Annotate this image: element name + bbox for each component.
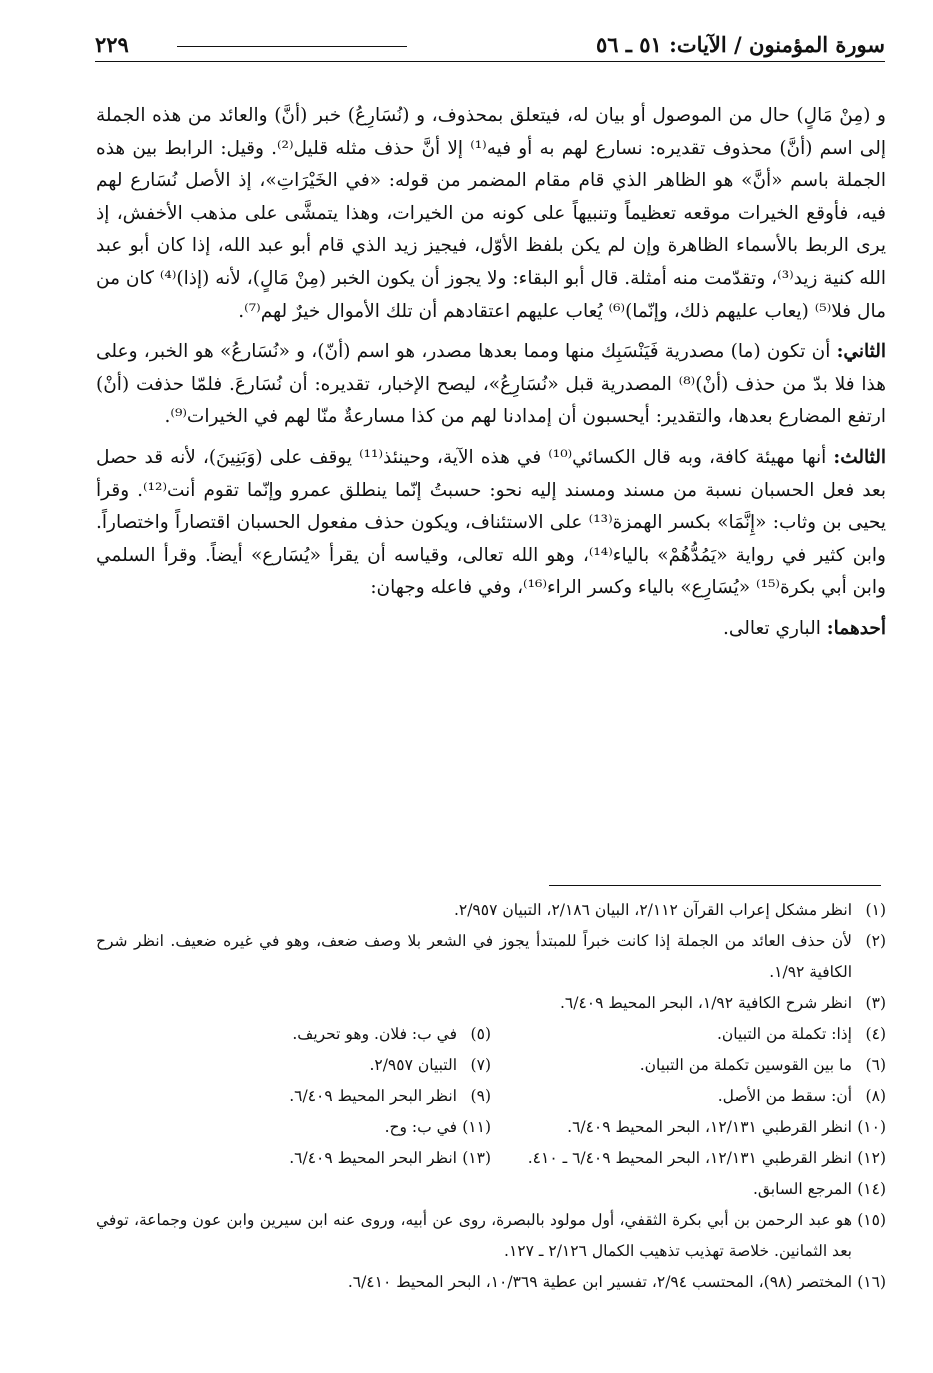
footnote-number: (١) — [865, 901, 886, 919]
footnote-number: (١٥) — [857, 1211, 886, 1229]
footnote-16 — [96, 1267, 886, 1298]
footnote-11 — [96, 1112, 491, 1143]
footnote-12 — [491, 1143, 886, 1174]
footnote-number: (٤) — [865, 1025, 886, 1043]
footnote-number: (٣) — [865, 994, 886, 1012]
paragraph-1: و (مِنْ مَالٍ) حال من الموصول أو بيان له، فيتعلق بمحذوف، و (نُسَارِعُ) خبر (أنَّ) والعائد من هذه الجملة إلى اسم (أنَّ) محذوف تقديره: نسارع لهم به أو فيه⁽¹⁾ إلا أنَّ حذف مثله قليل⁽²⁾. وقيل: الرابط بين هذه الجملة باسم «أنَّ» هو الظاهر الذي قام مقام المضمر من قوله: «في الخَيْرَاتِ»، إذ الأصل نُسَارع لهم فيه، فأوقع الخيرات موقعه تعظيماً وتنبيهاً على كونه من الخيرات، وهذا يتمشَّى على مذهب الأخفش، إذ يرى الربط بالأسماء الظاهرة وإن لم يكن بلفظ الأوّل، فيجيز زيد الذي قام أبو عبد الله، إذا كان أبو عبد الله كنية زيد⁽³⁾، وتقدّمت منه أمثلة. قال أبو البقاء: ولا يجوز أن يكون الخبر (مِنْ مَالٍ)، لأنه (إذا)⁽⁴⁾ كان من مال فلا⁽⁵⁾ (يعاب عليهم ذلك، وإنّما)⁽⁶⁾ يُعاب عليهم اعتقادهم أن تلك الأموال خيرٌ لهم⁽⁷⁾. — [96, 105, 887, 322]
paragraph-4-lead: أحدهما: — [826, 617, 886, 639]
footnote-6 — [491, 1050, 886, 1081]
footnote-8 — [491, 1081, 886, 1112]
footnote-text: المختصر (٩٨)، المحتسب ٢/٩٤، تفسير ابن عطية ١٠/٣٦٩، البحر المحيط ٦/٤١٠. — [347, 1273, 852, 1291]
footnotes — [96, 895, 886, 1298]
footnote-row — [96, 1143, 886, 1174]
footnote-number: (١١) — [462, 1118, 491, 1136]
footnote-text: هو عبد الرحمن بن أبي بكرة الثقفي، أول مولود بالبصرة، روى عن أبيه، وروى عنه ابن سيرين وابن عون وجماعة، توفي بعد الثمانين. خلاصة تهذيب تذهيب الكمال ٢/١٢٦ ـ ١٢٧. — [96, 1211, 852, 1260]
footnote-13 — [96, 1143, 491, 1174]
footnote-text: لأن حذف العائد من الجملة إذا كانت خبراً للمبتدأ يجوز في الشعر بلا وصف ضعف، وهو في غيره ضعيف. انظر شرح الكافية ١/٩٢. — [96, 932, 852, 981]
footnote-row — [96, 1112, 886, 1143]
paragraph-3-lead: الثالث: — [833, 446, 886, 468]
header-title: سورة المؤمنون / الآيات: ٥١ ـ ٥٦ — [595, 32, 885, 57]
footnote-text: المرجع السابق. — [752, 1180, 852, 1198]
footnote-5 — [96, 1019, 491, 1050]
footnote-2 — [96, 926, 886, 988]
header-dash-rule — [177, 46, 407, 47]
footnote-number: (١٠) — [857, 1118, 886, 1136]
footnote-text: انظر القرطبي ١٢/١٣١، البحر المحيط ٦/٤٠٩ ـ ٤١٠. — [527, 1149, 852, 1167]
footnote-separator — [549, 885, 881, 886]
main-text — [96, 100, 886, 646]
paragraph-3-text: أنها مهيئة كافة، وبه قال الكسائي⁽¹⁰⁾ في هذه الآية، وحينئذ⁽¹¹⁾ يوقف على (وَبَنِينَ)، لأنه قد حصل بعد فعل الحسبان نسبة من مسند ومسند إليه نحو: حسبتُ إنّما ينطلق عمرو وإنّما تقوم أنت⁽¹²⁾. وقرأ يحيى بن وثاب: «إِنَّمَا» بكسر الهمزة⁽¹³⁾ على الاستئناف، ويكون حذف مفعول الحسبان اقتصاراً واختصاراً. وابن كثير في رواية «يَمُدُّهُمْ» بالياء⁽¹⁴⁾، وهو الله تعالى، وقياسه أن يقرأ «يُسَارع» أيضاً. وقرأ السلمي وابن أبي بكرة⁽¹⁵⁾ «يُسَارِع» بالياء وكسر الراء⁽¹⁶⁾، وفي فاعله وجهان: — [96, 446, 886, 599]
footnote-row — [96, 1081, 886, 1112]
page-number: ٢٢٩ — [95, 32, 129, 57]
footnote-number: (١٦) — [857, 1273, 886, 1291]
footnote-1 — [96, 895, 886, 926]
footnote-text: ما بين القوسين تكملة من التبيان. — [639, 1056, 852, 1074]
footnote-4 — [491, 1019, 886, 1050]
paragraph-3 — [96, 442, 886, 605]
footnote-number: (١٤) — [857, 1180, 886, 1198]
paragraph-2-text: أن تكون (ما) مصدرية فَيَنْسَبِك منها ومما بعدها مصدر، هو اسم (أنّ)، و «نُسَارعُ» هو الخبر، وعلى هذا فلا بدّ من حذف (أنْ)⁽⁸⁾ المصدرية قبل «نُسَارِعُ»، ليصح الإخبار، تقديره: أن نُسَارعَ. فلمّا حذفت (أنْ) ارتفع المضارع بعدها، والتقدير: أيحسبون أن إمدادنا لهم من كذا مسارعةٌ منّا لهم في الخيرات⁽⁹⁾. — [96, 341, 886, 428]
footnote-7 — [96, 1050, 491, 1081]
footnote-text: إذا: تكملة من التبيان. — [717, 1025, 852, 1043]
footnote-number: (١٣) — [462, 1149, 491, 1167]
header-rule — [95, 61, 885, 62]
paragraph-2-lead: الثاني: — [836, 341, 886, 363]
running-header — [95, 28, 885, 64]
footnote-number: (١٢) — [857, 1149, 886, 1167]
footnote-text: في ب: وح. — [384, 1118, 457, 1136]
footnote-number: (٥) — [470, 1025, 491, 1043]
footnote-text: انظر شرح الكافية ١/٩٢، البحر المحيط ٦/٤٠٩. — [559, 994, 852, 1012]
paragraph-4-text: الباري تعالى. — [722, 617, 827, 639]
footnote-number: (٩) — [470, 1087, 491, 1105]
footnote-text: أن: سقط من الأصل. — [717, 1087, 852, 1105]
footnote-number: (٢) — [865, 932, 886, 950]
footnote-text: انظر البحر المحيط ٦/٤٠٩. — [289, 1149, 457, 1167]
footnote-10 — [491, 1112, 886, 1143]
paragraph-4 — [96, 613, 886, 646]
footnote-number: (٨) — [865, 1087, 886, 1105]
footnote-row — [96, 1050, 886, 1081]
footnote-3 — [96, 988, 886, 1019]
footnote-text: انظر مشكل إعراب القرآن ٢/١١٢، البيان ٢/١٨٦، التبيان ٢/٩٥٧. — [453, 901, 852, 919]
paragraph-2 — [96, 336, 886, 434]
footnote-text: في ب: فلان. وهو تحريف. — [292, 1025, 457, 1043]
footnote-number: (٦) — [865, 1056, 886, 1074]
footnote-text: انظر البحر المحيط ٦/٤٠٩. — [289, 1087, 457, 1105]
footnote-text: التبيان ٢/٩٥٧. — [369, 1056, 457, 1074]
footnote-15 — [96, 1205, 886, 1267]
footnote-14 — [96, 1174, 886, 1205]
footnote-text: انظر القرطبي ١٢/١٣١، البحر المحيط ٦/٤٠٩. — [567, 1118, 852, 1136]
footnote-row — [96, 1019, 886, 1050]
footnote-number: (٧) — [470, 1056, 491, 1074]
footnote-9 — [96, 1081, 491, 1112]
